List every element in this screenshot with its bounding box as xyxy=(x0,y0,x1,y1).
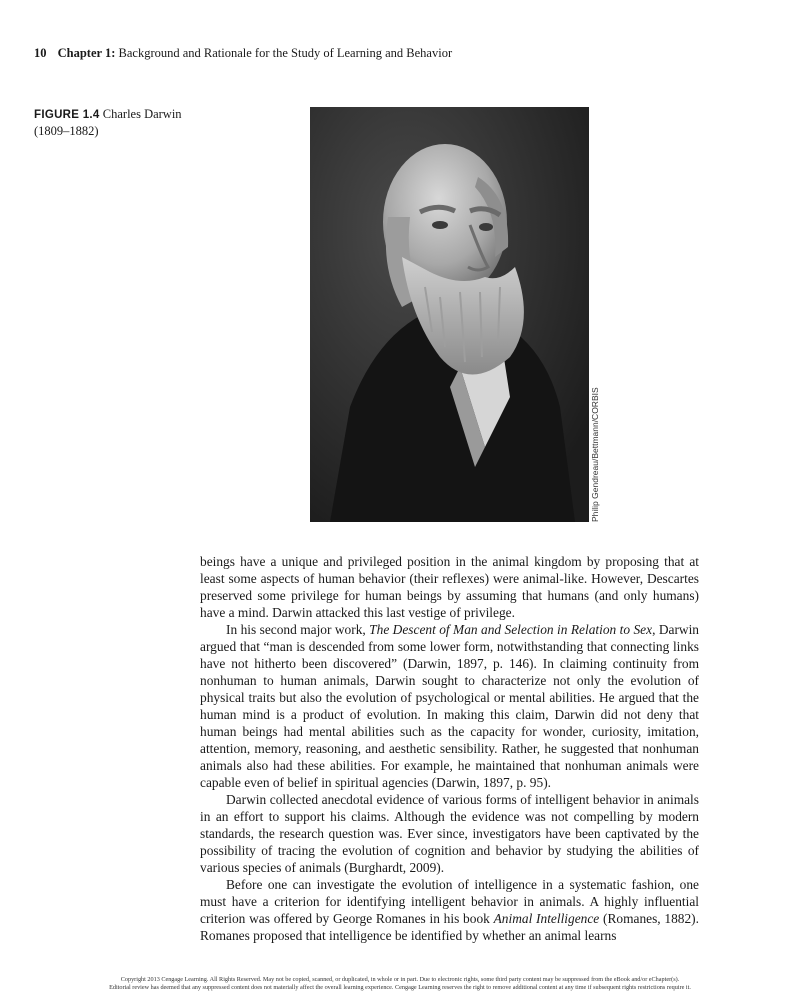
running-head xyxy=(34,46,452,61)
figure-caption-text: Charles Darwin (1809–1882) xyxy=(34,107,182,138)
paragraph-2 xyxy=(200,621,699,791)
book-title-descent-of-man: The Descent of Man and Selection in Relation to Sex xyxy=(369,622,653,637)
body-text xyxy=(200,553,699,944)
figure-caption xyxy=(34,106,184,139)
copyright-footer xyxy=(0,976,800,992)
paragraph-4-rest: (Romanes, 1882). Romanes proposed that intelligence be identified by whether an animal learns xyxy=(200,911,699,943)
paragraph-2-rest: , Darwin argued that “man is descended from some lower form, notwithstanding that connecting links have not hitherto been discovered” (Darwin, 1897, p. 146). In claiming continuity from nonhuman to human animals, Darwin sought to characterize not only the evolution of physical traits but also the evolution of psychological or mental abilities. He argued that the human mind is a product of evolution. In making this claim, Darwin did not deny that human beings had mental abilities such as the capacity for wonder, curiosity, imitation, attention, memory, reasoning, and aesthetic sensibility. Rather, he suggested that nonhuman animals also had these abilities. For example, he maintained that nonhuman animals were capable even of belief in spiritual agencies (Darwin, 1897, p. 95). xyxy=(200,622,700,790)
chapter-label: Chapter 1: xyxy=(57,46,116,60)
copyright-line-2: Editorial review has deemed that any suppressed content does not materially affect the overall learning experience. Cengage Learning reserves the right to remove additional content at any time if subsequent rights restrictions require it. xyxy=(109,984,691,991)
paragraph-3: Darwin collected anecdotal evidence of various forms of intelligent behavior in animals in an effort to support his claims. Although the evidence was not compelling by modern standards, the research question was. Ever since, investigators have been captivated by the possibility of tracing the evolution of cognition and behavior by studying the abilities of various species of animals (Burghardt, 2009). xyxy=(200,792,699,875)
figure-label: FIGURE 1.4 xyxy=(34,109,100,121)
copyright-line-1: Copyright 2013 Cengage Learning. All Rights Reserved. May not be copied, scanned, or duplicated, in whole or in part. Due to electronic rights, some third party content may be suppressed from the eBook and/or eChapter(s). xyxy=(120,976,680,983)
photo-credit-text: Philip Gendreau/Bettmann/CORBIS xyxy=(590,387,600,522)
paragraph-4-lead: Before one can investigate the evolution of intelligence in a systematic fashion, one must have a criterion for identifying intelligent behavior in animals. A highly influential criterion was offered by George Romanes in his book xyxy=(200,877,699,926)
book-title-animal-intelligence: Animal Intelligence xyxy=(493,911,600,926)
portrait-image xyxy=(310,107,589,522)
paragraph-4 xyxy=(200,876,699,944)
darwin-portrait-photo xyxy=(310,107,589,522)
page-number: 10 xyxy=(34,46,47,60)
paragraph-2-lead: In his second major work, xyxy=(226,622,370,637)
chapter-title: Background and Rationale for the Study of Learning and Behavior xyxy=(118,46,453,60)
paragraph-1: beings have a unique and privileged position in the animal kingdom by proposing that at least some aspects of human behavior (their reflexes) were animal-like. However, Descartes preserved some privilege for human beings by assuming that humans (and only humans) have a mind. Darwin attacked this last vestige of privilege. xyxy=(200,554,699,620)
